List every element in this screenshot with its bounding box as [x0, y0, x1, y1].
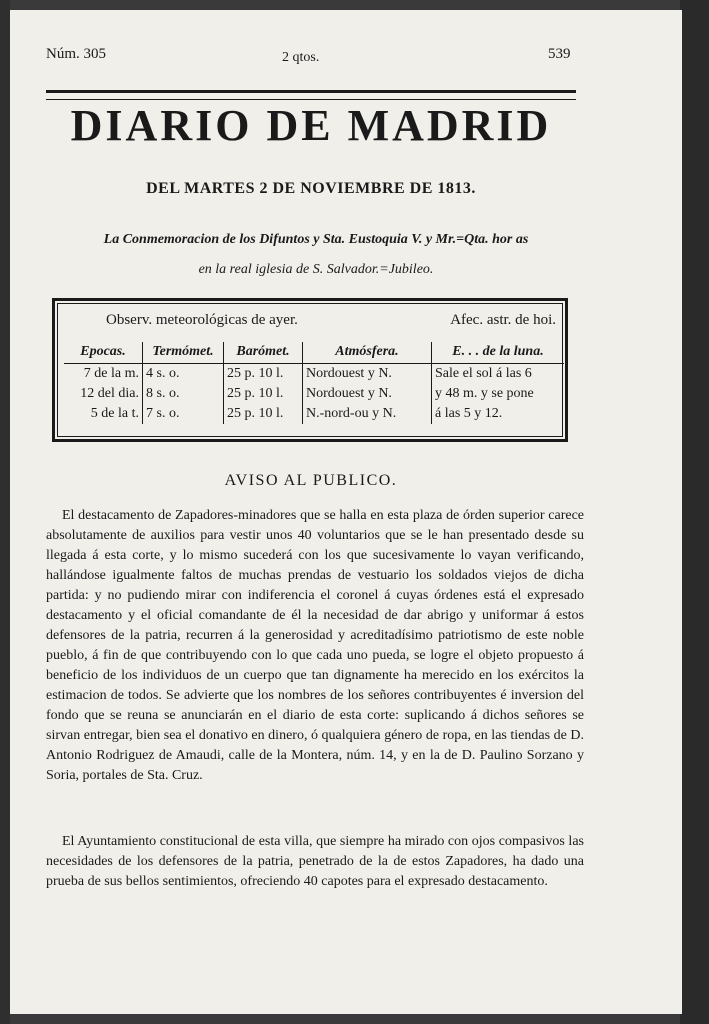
table-row — [64, 384, 564, 404]
col-header-barometro: Barómet. — [224, 342, 303, 364]
newspaper-page — [10, 10, 682, 1014]
cell-luna: Sale el sol á las 6 — [432, 364, 565, 385]
cell-barometro: 25 p. 10 l. — [224, 404, 303, 424]
cell-epoca: 7 de la m. — [83, 366, 139, 381]
masthead-title: DIARIO DE MADRID — [70, 101, 552, 150]
saint-of-day — [46, 225, 586, 285]
cell-atmosfera: Nordouest y N. — [303, 384, 432, 404]
notice-title: AVISO AL PUBLICO. — [224, 472, 398, 489]
saint-line-2: en la real iglesia de S. Salvador.=Jubileo. — [198, 262, 434, 277]
table-row — [64, 364, 564, 385]
saint-line-1: La Conmemoracion de los Difuntos y Sta. Eustoquia V. y Mr.=Qta. hor as — [103, 232, 529, 247]
date-line: DEL MARTES 2 DE NOVIEMBRE DE 1813. — [146, 180, 476, 197]
table-row — [64, 404, 564, 424]
cell-barometro: 25 p. 10 l. — [224, 384, 303, 404]
masthead-rule — [46, 90, 576, 100]
weather-table — [64, 342, 564, 424]
cell-luna: á las 5 y 12. — [432, 404, 565, 424]
scan-border-left — [0, 0, 10, 1024]
cell-epoca: 12 del dia. — [80, 386, 139, 401]
cell-atmosfera: Nordouest y N. — [303, 364, 432, 385]
notice-paragraph-2: El Ayuntamiento constitucional de esta villa, que siempre ha mirado con ojos compasivos las necesidades de los defensores de la patria, penetrado de la de estos Zapadores, ha dado una prueba de sus bellos sentimientos, ofreciendo 40 capotes para el expresado destacamento. — [46, 834, 584, 889]
cell-barometro: 25 p. 10 l. — [224, 364, 303, 385]
cell-termometro: 7 s. o. — [143, 404, 224, 424]
issue-number: Núm. 305 — [46, 46, 106, 62]
cell-termometro: 8 s. o. — [143, 384, 224, 404]
col-header-epocas: Epocas. — [64, 342, 143, 364]
moon-phase: 2 qtos. — [282, 50, 320, 65]
cell-luna: y 48 m. y se pone — [432, 384, 565, 404]
astro-title: Afec. astr. de hoi. — [450, 312, 556, 328]
scan-border-right — [680, 0, 709, 1024]
col-header-luna: E. . . de la luna. — [432, 342, 565, 364]
page-number: 539 — [548, 46, 571, 62]
col-header-atmosfera: Atmósfera. — [303, 342, 432, 364]
notice-paragraph-1: El destacamento de Zapadores-minadores que se halla en esta plaza de órden superior carece absolutamente de auxilios para vestir unos 40 voluntarios que se le han presentado desde su llegada á esta corte, y lo mismo sucederá con los que sucesivamente lo vayan verificando, hallándose igualmente faltos de muchas prendas de vestuario los soldados viejos de dicha partida: y no pudiendo mirar con indiferencia el coronel á cuyas órdenes está el expresado destacamento y el oficial comandante de él la necesidad de dar abrigo y uniformar á estos defensores de la patria, recurren á la generosidad y acreditadísimo patriotismo de este noble pueblo, á fin de que contribuyendo con lo que cada uno pueda, se logre el objeto propuesto á beneficio de los individuos de un cuerpo que tan dignamente ha merecido en los exércitos la estimacion de todos. Se advierte que los nombres de los señores contribuyentes é inversion del fondo que se reuna se anunciarán en el diario de esta corte: suplicando á dichos señores se sirvan entregar, bien sea el donativo en dinero, ó qualquiera género de ropa, en las tiendas de D. Antonio Rodriguez de Amaudi, calle de la Montera, núm. 14, y en la de D. Paulino Sorzano y Soria, portales de Sta. Cruz. — [46, 508, 584, 783]
cell-atmosfera: N.-nord-ou y N. — [303, 404, 432, 424]
weather-box — [52, 298, 568, 442]
cell-termometro: 4 s. o. — [143, 364, 224, 385]
col-header-termometro: Termómet. — [143, 342, 224, 364]
cell-epoca: 5 de la t. — [90, 406, 139, 421]
weather-title: Observ. meteorológicas de ayer. — [106, 312, 298, 328]
